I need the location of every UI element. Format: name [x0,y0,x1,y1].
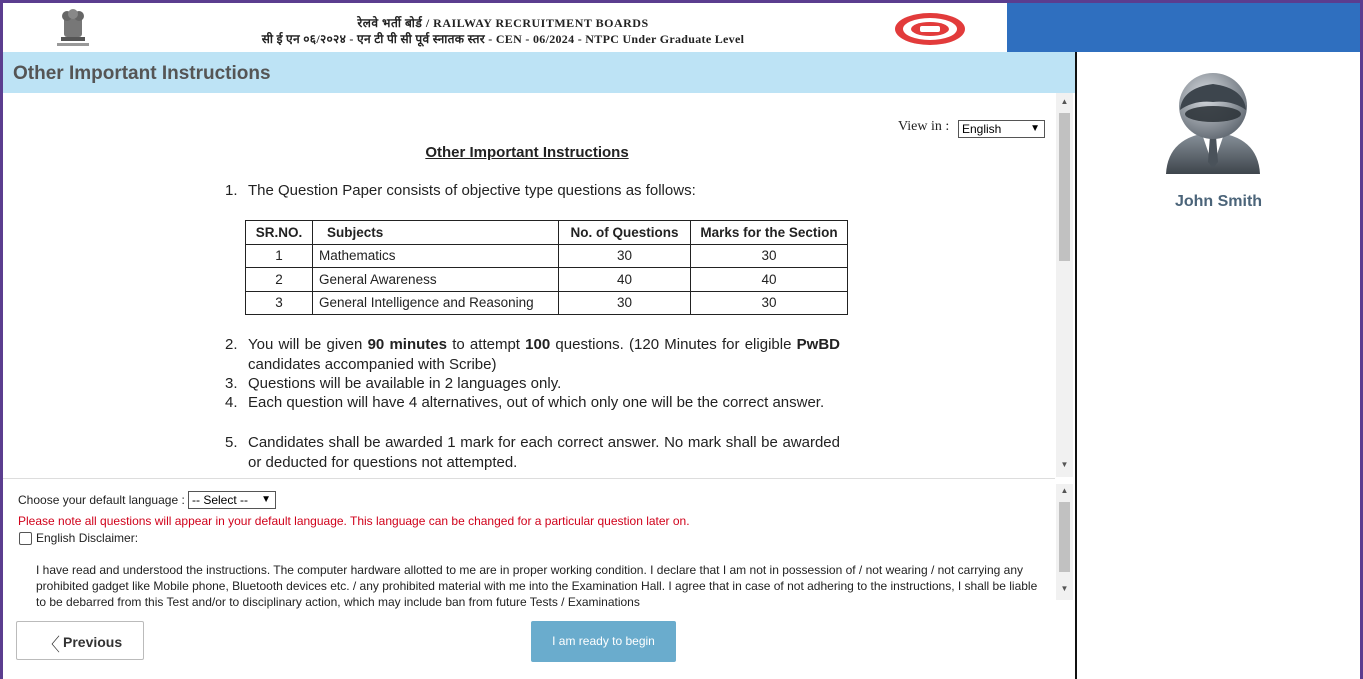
table-row [246,244,848,268]
instruction-item [248,335,840,374]
language-note: Please note all questions will appear in your default language. This language can be changed for a particular question later on. [18,514,690,528]
header-blue-panel [1007,3,1360,52]
instructions-scrollbar[interactable] [1056,93,1073,477]
view-language-select[interactable] [958,120,1045,138]
scrollbar-thumb[interactable] [1059,113,1070,261]
table-cell: 30 [691,291,848,315]
table-cell: 30 [691,244,848,268]
header-subtitle: सी ई एन ०६/२०२४ - एन टी पी सी पूर्व स्नातक स्तर - CEN - 06/2024 - NTPC Under Graduate Level [261,32,745,46]
default-language-label: Choose your default language : [18,493,185,507]
page-title: Other Important Instructions [13,63,271,84]
scroll-down-icon[interactable]: ▼ [1060,460,1069,469]
table-cell: Mathematics [313,244,559,268]
table-row [246,268,848,292]
previous-button-label: Previous [63,634,123,650]
disclaimer-label: English Disclaimer: [36,531,139,545]
item-number: 5. [225,434,238,451]
ready-to-begin-button[interactable]: I am ready to begin [531,621,676,662]
item-number: 3. [225,375,238,392]
table-cell: 30 [559,244,691,268]
text-segment: You will be given [248,336,368,353]
default-language-select[interactable] [188,491,276,509]
question-distribution-table [245,220,848,315]
language-disclaimer-panel[interactable] [3,478,1055,609]
candidate-avatar-icon [1162,70,1264,176]
instruction-item: Candidates shall be awarded 1 mark for each correct answer. No mark shall be awarded or deducted for questions not attempted. [248,434,840,471]
default-language-value: -- Select -- [192,493,249,507]
table-cell: General Intelligence and Reasoning [313,291,559,315]
section-title-bar [3,52,1075,93]
previous-button[interactable] [16,621,144,660]
candidate-name: John Smith [1174,193,1263,210]
national-emblem-icon [47,7,99,49]
chevron-left-icon: 〈 [42,635,60,655]
instruction-item: The Question Paper consists of objective type questions as follows: [248,182,696,199]
scrollbar-thumb[interactable] [1059,502,1070,572]
view-language-value: English [962,122,1002,136]
scroll-down-icon[interactable]: ▼ [1060,584,1069,593]
chevron-down-icon: ▼ [261,494,271,505]
text-segment: questions. (120 Minutes for eligible [550,336,797,353]
instruction-item: Questions will be available in 2 languages only. [248,375,562,392]
text-segment: candidates accompanied with Scribe) [248,355,497,373]
table-header: Subjects [313,221,559,245]
scroll-up-icon[interactable]: ▲ [1060,486,1069,495]
item-number: 4. [225,394,238,411]
instructions-heading: Other Important Instructions [425,144,629,161]
instructions-panel[interactable] [3,93,1055,477]
chevron-down-icon: ▼ [1030,123,1040,134]
table-header: No. of Questions [559,221,691,245]
item-number: 1. [225,182,238,199]
table-header: Marks for the Section [691,221,848,245]
view-in-label: View in : [898,119,950,134]
item-number: 2. [225,336,238,353]
instruction-item: Each question will have 4 alternatives, out of which only one will be the correct answer. [248,394,825,411]
bold-question-count: 100 [525,336,551,353]
table-header-row [246,221,848,245]
disclaimer-text: I have read and understood the instructions. The computer hardware allotted to me are in proper working condition. I declare that I am not in possession of / not wearing / not carrying any prohibited gadget like Mobile phone, Bluetooth devices etc. / any prohibited material with me into the Examination Hall. I agree that in case of not adhering to the instructions, I shall be liable to be debarred from this Test and/or to disciplinary action, which may include ban from future Tests / Examinations [36,563,1038,609]
table-row [246,291,848,315]
text-segment: to attempt [446,336,526,353]
table-cell: 2 [246,268,313,292]
table-cell: 40 [559,268,691,292]
bold-pwbd: PwBD [796,336,840,353]
bold-duration: 90 minutes [367,336,447,353]
table-cell: General Awareness [313,268,559,292]
railway-logo-icon [893,11,967,47]
disclaimer-checkbox[interactable] [19,532,32,545]
table-header: SR.NO. [246,221,313,245]
panel-divider [1075,52,1077,679]
scroll-up-icon[interactable]: ▲ [1060,97,1069,106]
exam-header [3,3,1007,52]
header-title: रेलवे भर्ती बोर्ड / RAILWAY RECRUITMENT BOARDS [357,16,649,30]
disclaimer-scrollbar[interactable] [1056,484,1073,600]
table-cell: 40 [691,268,848,292]
table-cell: 30 [559,291,691,315]
table-cell: 3 [246,291,313,315]
table-cell: 1 [246,244,313,268]
